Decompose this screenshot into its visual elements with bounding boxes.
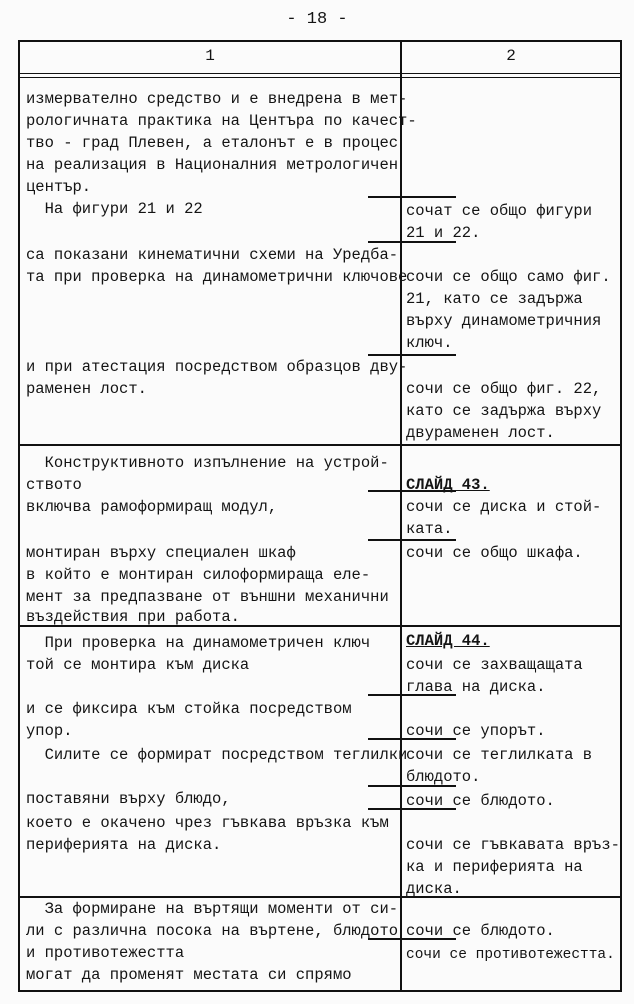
header-separator	[18, 73, 622, 78]
text-line: ството	[26, 476, 82, 494]
text-line: При проверка на динамометричен ключ	[26, 634, 371, 652]
cue-text: 21, като се задържа	[406, 290, 583, 308]
text-line: той се монтира към диска	[26, 656, 250, 674]
text-line: на реализация в Националния метрологичен	[26, 156, 399, 174]
slide-label: СЛАЙД 44.	[406, 632, 490, 650]
text-line: периферията на диска.	[26, 836, 222, 854]
cue-text: сочи се теглилката в	[406, 746, 593, 764]
text-line: измервателно средство и е внедрена в мет-	[26, 90, 408, 108]
text-line: и се фиксира към стойка посредством	[26, 700, 352, 718]
table-right-border	[620, 40, 622, 992]
cue-text: сочат се общо фигури	[406, 202, 593, 220]
cue-text: 21 и 22.	[406, 224, 481, 242]
column-divider	[400, 40, 402, 992]
cue-text: сочи се гъвкавата връз-	[406, 836, 620, 854]
text-line: та при проверка на динамометрични ключове	[26, 268, 408, 286]
cue-text: блюдото.	[406, 768, 481, 786]
text-line: раменен лост.	[26, 380, 147, 398]
page-number: - 18 -	[286, 10, 348, 29]
cue-text: ка и периферията на	[406, 858, 583, 876]
text-line: ли с различна посока на въртене, блюдото	[26, 922, 399, 940]
cue-text: диска.	[406, 880, 462, 898]
column-header-2: 2	[506, 47, 516, 65]
cue-text: като се задържа върху	[406, 402, 602, 420]
cue-text: сочи се блюдото.	[406, 792, 555, 810]
cue-text: сочи се общо фиг. 22,	[406, 380, 602, 398]
text-line: Конструктивното изпълнение на устрой-	[26, 454, 389, 472]
text-line: могат да променят местата си спрямо	[26, 966, 352, 984]
text-line: тво - град Плевен, а еталонът е в процес	[26, 134, 399, 152]
text-line: мент за предпазване от външни механични	[26, 588, 389, 606]
text-line: въздействия при работа.	[26, 608, 240, 626]
column-header-1: 1	[205, 47, 215, 65]
cue-text: сочи се общо само фиг.	[406, 268, 611, 286]
text-line: център.	[26, 178, 92, 196]
cue-mark	[368, 196, 456, 198]
text-line: в който е монтиран силоформираща еле-	[26, 566, 371, 584]
cue-text: ката.	[406, 520, 453, 538]
text-line: монтиран върху специален шкаф	[26, 544, 296, 562]
cue-text: сочи се упорът.	[406, 722, 546, 740]
text-line: рологичната практика на Центъра по качест-	[26, 112, 417, 130]
table-top-border	[18, 40, 622, 42]
text-line: За формиране на въртящи моменти от си-	[26, 900, 399, 918]
text-line: което е окачено чрез гъвкава връзка към	[26, 814, 389, 832]
cue-text: двураменен лост.	[406, 424, 555, 442]
cue-text: сочи се блюдото.	[406, 922, 555, 940]
table-bottom-border	[18, 990, 622, 992]
table-left-border	[18, 40, 20, 992]
cue-text: сочи се общо шкафа.	[406, 544, 583, 562]
text-line: включва рамоформиращ модул,	[26, 498, 278, 516]
text-line: и при атестация посредством образцов дву-	[26, 358, 408, 376]
cue-text: глава на диска.	[406, 678, 546, 696]
cue-text: сочи се противотежестта.	[406, 947, 615, 963]
cue-text: ключ.	[406, 334, 453, 352]
text-line: поставяни върху блюдо,	[26, 790, 231, 808]
cue-text: върху динамометричния	[406, 312, 602, 330]
text-line: Силите се формират посредством теглилки	[26, 746, 408, 764]
text-line: са показани кинематични схеми на Уредба-	[26, 246, 399, 264]
slide-label: СЛАЙД 43.	[406, 476, 490, 494]
cue-text: сочи се захващащата	[406, 656, 583, 674]
text-line: и противотежестта	[26, 944, 185, 962]
cue-text: сочи се диска и стой-	[406, 498, 602, 516]
text-line: На фигури 21 и 22	[26, 200, 203, 218]
row-separator	[18, 444, 622, 446]
text-line: упор.	[26, 722, 73, 740]
